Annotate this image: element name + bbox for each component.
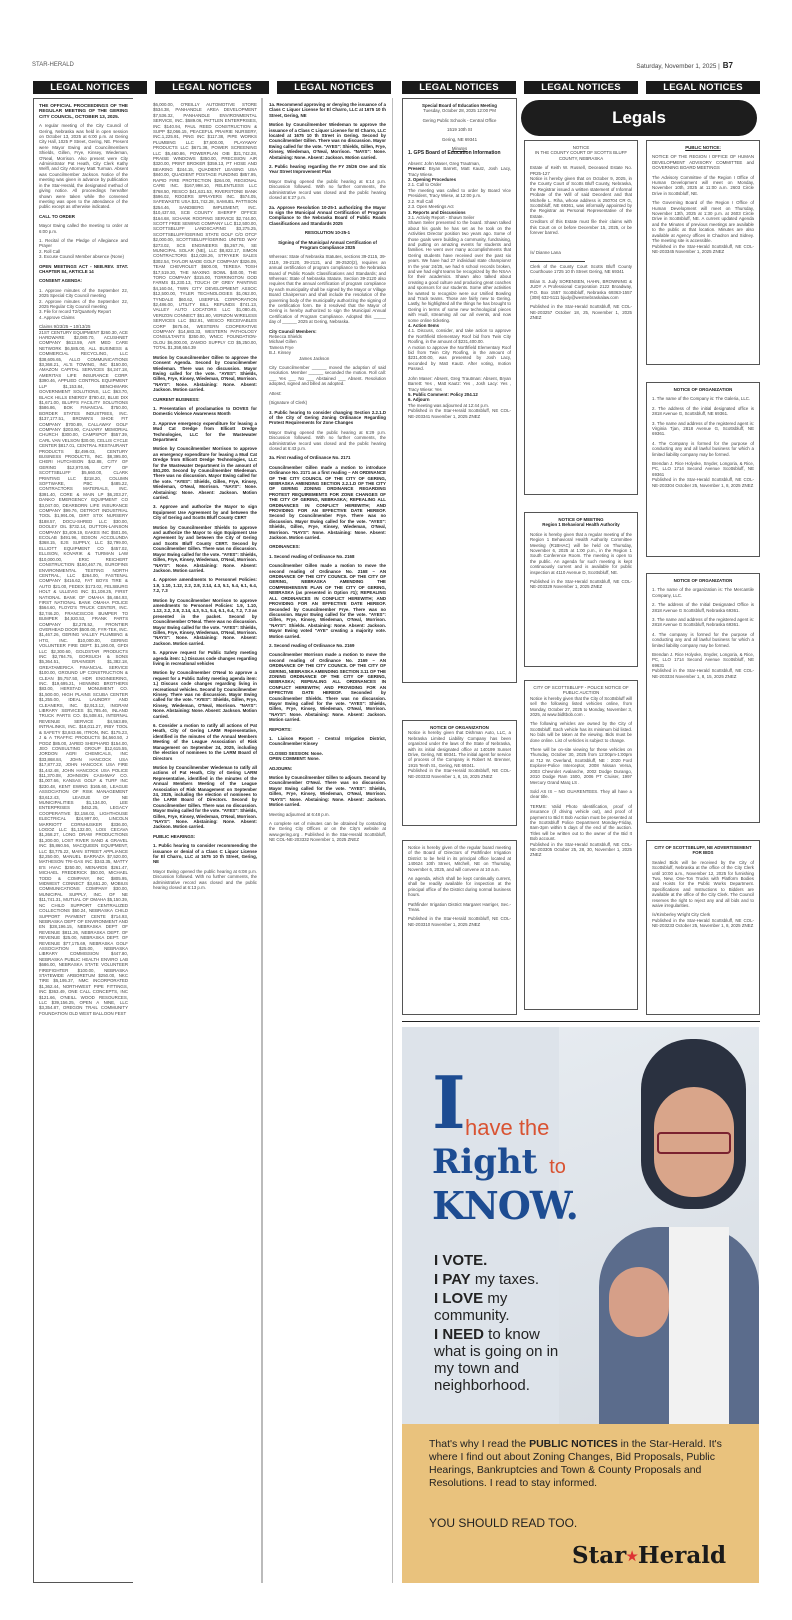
notice-text: Notice is hereby given of the regular board meeting of the Board of Directors of Pathfinder Irrigation District to be held in its principal office located at 140624 10th Street, Mitchell, NE on Thursday, November 6, 2025, and will convene at 10 a.m. xyxy=(408,845,511,872)
notice-title: NOTICE OF MEETING xyxy=(558,517,604,522)
call-item: 1. Recital of the Pledge of Allegiance and Prayer xyxy=(39,237,128,249)
star-herald-logo xyxy=(572,1542,726,1569)
section-heading: ORDINANCES: xyxy=(269,544,300,550)
item-title: 1a. Recommend approving or denying the issuance of a Class C Liquor License for El Charro, LLC at 1675 10 th Street, Gering, NE xyxy=(269,102,386,118)
sub-item: 2.1. Call to Order xyxy=(408,182,442,188)
section-heading: REPORTS: xyxy=(269,726,292,732)
pointing-hand-shape xyxy=(609,1267,669,1337)
motion-text: Motion by Councilmember Wiedeman to approve the issuance of a Class C Liquor License for El Charro, LLC located at 1675 10 th Street in Gering. Second by Councilmember Gillen. There was no discussion. Mayor Ewing called for the vote. "AYES": Shields, Gillen, Frye, Kinsey, Wiedeman, O'Neal, Morrison. "NAYS": None. Abstaining: None. Absent: Jackson. Motion carried. xyxy=(269,122,386,160)
board-address1: 1519 10th St xyxy=(447,127,472,133)
item-title: 2. Approve emergency expenditure for leasing a Mud Cat Dredge from Ellicott Dredge Technologies, LLC for the Wastewater Department xyxy=(153,420,257,442)
glasses-shape xyxy=(657,1132,731,1154)
present-list xyxy=(408,166,511,177)
section-divider xyxy=(402,1021,760,1022)
creditors-text: Creditors of this Estate must file their claims with this Court on or before December 15, 2025, or be forever barred. xyxy=(530,219,632,236)
section-5: 5. Public Comment: Policy 204.12 xyxy=(408,391,478,397)
claims-continued: $6,000.00, O'REILLY AUTOMOTIVE STORE $534.38, PANHANDLE AREA DEVELOPMENT $7,536.32, PANHANDLE ENVIRONMENTAL SERVICE, INC. $589.06, PATTLEN ENTERPRISES, INC $140.94, PAUL REED CONSTRUCTION & SUPP $2,066.15, PEACEFUL PRAIRIE NURSERY, INC.1,225.91, PING INC $117.38, PIPE WORKS PLUMBING LLC $7,600.00, PLAYAWAY PRODUCTS LLC $671.38, POWER SCREENING LLC $5,460.86, POWERPLAN OIB $21,742.28, PRAISE WINDOWS $350.00, PRECISION AIR $320.00, PRINT BROKER $359.13, PT HOSE AND BEARING $244.15, QUADIENT LEASING USA $840.00, QUADIENT POSTAGE FUNDING $857.95, RAPID FIRE PROTECTION $264.00, REGIONAL CARE INC. $167,998.10, RELENTLESS LLC $768.50, RESCO $41,631.53, RIVERSTONE BANK $596.02, ROGERS SPRAYERS INC. $574.05, SAFEWASTE USA $21,742.28, SAMUEL PATTISON $254.46, SANDBERG IMPLEMENT, INC. $10,437.93, SCB COUNTY SHERIFF OFFICE $164.68, SCHANK ROOFING SERVICE $2,744.00, SCOTT FREE SEWING COMPANY LLC $12,500.00, SCOTTSBLUFF LANDSCAPING $3,275.25, SCOTTSBLUFF/GERING STATE GOLF C/O OTCF $2,000.00, SCOTTSBLUFF/GERING UNITED WAY $273.02, SCS ENGINEERS $5,267.76, SE MUNICIPAL SOLAR (NE), LLC $8,822.17, SIMON CONTRACTORS $12,028.26, STRYKER SALES $302.54, TAYLOR MADE GOLF COMPANY $326.09, TEAM CHEVROLET $600.00, TERESA TOSH $17,519.20, THE MAXING BOWL $40.00, THE TORO COMPANY $315.00, TORRINGTON GOD FARMS $1,230.13, TOUCH OF GREY PAINTING $4,160.04, TWIN CITY DEVELOPMENT ASSOC $12,500.00, TYLER TECHNOLOGIES $1,062.00, TYNDALE $60.62, USERFUL CORPORATION $2,486.00, UTILITY BILL REFUNDS $741.13, VALLEY AUTO LOCATORS LLC $1,080.45, VERIZON CONNECT $51.80, VERIZON WIRELESS SERVICES LLC $52.91, WESCO RECEIVABLES CORP $675.04, WESTERN COOPERATIVE COMPANY $14,683.33, WESTERN PATHOLOGY CONSULTANTS $350.00, WNCC FOUNDATION-OLOU $6,000.00, ZAMOO SUPPLY CO $5,250.00, TOTAL $1,358,654.39 xyxy=(153,102,257,351)
notice-title: NOTICE OF ORGANIZATION xyxy=(673,578,733,583)
ad-statements xyxy=(434,1252,564,1396)
notice-footer: Published in the Star-Herald Scottsbluff, NE COL-NE-203257 October 18, 25, November 1, 2025 ZNEZ xyxy=(530,304,632,321)
attest-label: Attest: xyxy=(269,390,282,396)
sub-item-text: The meeting was called to order by Board Vice President, Tracy Wiese, at 12:00 p.m. xyxy=(408,187,511,199)
notice-footer: Published in the Star-Herald Scottsbluff, NE COL-NE-203333 November 1, 8, 15, 2025 ZNEZ xyxy=(408,768,511,779)
clerk-address: Clerk of the County Court Scotts Bluff County Courthouse 1725 10 th Street Gering, NE 69341 xyxy=(530,263,632,275)
resolution-title: RESOLUTION 10-25-1 xyxy=(304,230,351,236)
board-datetime: Tuesday, October 28, 2025 12:00 PM xyxy=(423,108,496,114)
signature-line xyxy=(530,261,585,262)
present-names: Bryan Barrett, Matt Kautz, Josh Lacy, Tracy Wiese. xyxy=(408,166,511,177)
masthead xyxy=(32,59,760,71)
call-item: 3. Excuse Council Member absence (None) xyxy=(39,254,124,260)
item-title: 2. Second reading of Ordinance No. 2169 xyxy=(269,642,355,648)
section-header-3: LEGAL NOTICES xyxy=(277,81,391,94)
notice-title: CITY OF SCOTTSBLUFF - POLICE NOTICE OF PUBLIC AUCTION xyxy=(533,685,629,696)
item-title: 5. Approve request for Public Safety meeting agenda item: 1.) Discuss code changes regarding living in recreational vehicles xyxy=(153,650,257,666)
notice-footer: Published in the Star-Herald Scottsbluff, NE COL-NE-203334 November 1, 8, 15, 2025 ZNEZ xyxy=(652,668,754,679)
ad-to-word: to xyxy=(549,1156,566,1178)
ad-know: KNOW. xyxy=(432,1183,578,1228)
notice-title: CITY OF SCOTTSBLUFF, NE ADVERTISEMENT FOR BIDS xyxy=(654,845,752,856)
shirt-shape xyxy=(669,1227,729,1427)
section-3: 3. Reports and Discussions xyxy=(408,209,466,215)
item-title: 3. Public hearing to consider changing Section 2.2.1.D of the City of Gering Zoning Ordinance Regarding Protest Requirements for Zone Changes xyxy=(269,409,386,426)
notice-subtitle: Region 1 Behavioral Health Authority xyxy=(542,522,620,528)
ad-tan-band xyxy=(402,1424,759,1583)
action-item: 4.1. Discuss, consider, and take action to approve the Northfield Elementary Roof bid from Twin City Roofing, in the amount of $231,400.00. xyxy=(408,328,511,345)
council-heading: City Council Members: xyxy=(269,328,317,334)
notice-footer: Published in the Star-Herald Scottsbluff, NE COL-NE-203310 November 1, 2025 ZNEZ xyxy=(408,916,511,927)
org-item: 3. The name and address of the registered agent is: Virginia Tjan, 2818 Avenue G, Scottsbluff, NE 69361. xyxy=(652,420,754,437)
motion-text: Councilmember Gillen made a motion to move the second reading of Ordinance No. 2168 – AN ORDINANCE OF THE CITY COUNCIL OF THE CITY OF GERING, NEBRASKA AMENDING THE COMPREHENSIVE PLAN OF THE CITY OF GERING, NEBRASKA (as presented in Option #1); REPEALING ALL ORDINANCES IN CONFLICT HEREWITH; AND PROVIDING FOR AN EFFECTIVE DATE HEREOF. Seconded by Councilmember Frye. There was no discussion. Mayor Ewing called for the vote. "AYES": Gillen, Frye, Kinsey, Wiedeman, O'Neal, Morrison. "NAYS": Shields. Abstaining: None. Absent: Jackson. Mayor Ewing voted "AYE" creating a majority vote. Motion carried. xyxy=(269,563,386,639)
ad-statement xyxy=(434,1326,564,1394)
notice-signature: /s/Kimberley Wright City Clerk xyxy=(652,912,711,918)
item-title: 1. Liaison Report - Central Irrigation District, Councilmember Kinsey xyxy=(269,736,386,747)
notice-text: Notice is hereby given that the City of Scottsbluff will sell the following listed vehicles online, from Monday, October 27, 2025 to Monday, November 3, 2025, at www.bidltbob.com . xyxy=(530,695,632,718)
consent-item: 1. Approve minutes of the September 22, 2025 Special City Council meeting xyxy=(39,287,128,299)
absent-list: Absent: John Maser, Greg Trautman, xyxy=(408,160,480,166)
closed-session: CLOSED SESSION: None. xyxy=(269,750,323,756)
motion-text: Motion by Councilmember Gillen to approve the Consent Agenda. Second by Councilmember Wiedeman. There was no discussion. Mayor Ewing called for the vote. "AYES": Shields, Gillen, Frye, Kinsey, Wiedeman, O'Neal, Morrison. "NAYS": None. Abstaining: None. Absent: Jackson. Motion carried. xyxy=(153,354,257,393)
ad-statement xyxy=(434,1290,564,1324)
notice-signature: Brendan J. Rice Holyoke, Snyder, Longoria, & Rice, PC, LLO 1714 Second Avenue Scottsbluff, NE 69631 xyxy=(652,652,754,668)
notice-title: PUBLIC NOTICE: xyxy=(685,145,721,150)
ad-have-the: have the xyxy=(465,1115,550,1140)
board-location: Gering Public Schools - Central Office xyxy=(422,117,497,123)
page-number: B7 xyxy=(722,61,733,70)
claims-heading: Claims 9/23/25 ~ 10/13/25 xyxy=(39,324,91,330)
proceedings-intro: A regular meeting of the City Council of Gering, Nebraska was held in open session on October 13, 2025 at 6:00 p.m. at Gering City Hall, 1025 P Street, Gering, NE. Present were Mayor Ewing and Councilmembers Shields, Gillen, Frye, Kinsey, Wiedeman, O'Neal, Morrison. Also present were City Administrator Pat Heath, City Clerk Kathy Welfl, and City Attorney Matt Turman. Absent was Councilmember Jackson. Notice of the meeting was given in advance by publication in the Star-Herald, the designated method of giving notice. All proceedings hereafter shown were taken while the convened meeting was open to the attendance of the public except as otherwise indicated. xyxy=(39,123,128,210)
consent-item: 4. Approve Claims xyxy=(39,314,75,320)
ad-right-word: Right xyxy=(432,1142,538,1182)
court-name: IN THE COUNTY COURT OF SCOTTS BLUFF COUNTY, NEBRASKA xyxy=(534,150,628,161)
motion-text: Motion by Councilmember Wiedeman to ratify all actions of Pat Heath, City of Gering LARM Representative, identified in the minutes of the Annual Members Meeting of the League Association of Risk Management on September 24, 2025, including the election of nominees to the LARM Board of Directors. Second by Councilmember Gillen. There was no discussion. Mayor Ewing called for the vote. "AYES": Shields, Gillen, Frye, Kinsey, Wiedeman, O'Neal, Morrison. "NAYS": None. Abstaining: None. Absent: Jackson. Motion carried. xyxy=(153,764,257,830)
sub-item: 2.3. Open Meetings Act xyxy=(408,204,454,210)
notice-text: The Governing Board of the Region I Office of Human Development will meet on Thursday, November 13th, 2025 at 1:30 p.m. at 2603 Circle Drive in Scottsbluff, NE. A current updated Agenda and the Minutes of previous meetings are available to the public at that location. Minutes are also available at Agency offices in Chadron and Sidney. The meeting site is accessible. xyxy=(652,200,754,244)
notice-text: The following vehicles are owned by the City of Scottsbluff. Each vehicle has its minimum bid listed. No bids will be taken at the viewing. Bids must be done online. List of vehicles is subject to change. xyxy=(530,721,632,743)
notice-text: Notice is hereby given that a regular meeting of the Region 1 Behavioral Health Authority Committee Meeting (R1BHAC) will be held on Thursday, November 6, 2025 at 1:00 p.m., in the Region 1 South Conference Room. The meeting is open to the public. An agenda for such meeting is kept continuously current and is available for public inspection at 4110 Avenue D, Scottsbluff, NE. xyxy=(530,531,632,575)
notice-title: NOTICE OF ORGANIZATION xyxy=(430,725,489,730)
item-title: 1. Second reading of Ordinance No. 2168 xyxy=(269,553,355,559)
ad-statement xyxy=(434,1252,564,1269)
motion-text: Motion by Councilmember O'Neal to approve a request for a Public Safety meeting agenda item: 1.) Discuss code changes regarding living in recreational vehicles. Second by Councilmember Kinsey. There was no discussion. Mayor Ewing called for the vote. "AYES": Shields, Gillen, Frye, Kinsey, Wiedeman, O'Neal, Morrison. "NAYS": None. Abstaining: None. Absent: Jackson. Motion carried. xyxy=(153,670,257,719)
ad-call-to-action: YOU SHOULD READ TOO. xyxy=(429,1516,578,1530)
notice-footer: Published in the Star-Herald Scottsbluff, NE COL-NE-203345 November 1, 2025 ZNEZ xyxy=(652,243,754,254)
pathfinder-irrigation-notice xyxy=(402,840,517,1015)
consent-item: 3. File for record T2/Quarterly Report xyxy=(39,309,111,315)
city-council-proceedings-col2 xyxy=(133,98,262,1583)
region-i-public-notice xyxy=(646,140,760,365)
notice-title: NOTICE xyxy=(572,145,590,150)
behavioral-health-meeting-notice xyxy=(524,512,638,667)
publication-name: STAR-HERALD xyxy=(32,62,74,68)
section-header-6: LEGAL NOTICES xyxy=(646,81,760,94)
estate-case: Estate of Keith W. Russell, Deceased Estate No. PR25-127 xyxy=(530,165,632,176)
statement-bold: I PAY xyxy=(434,1271,471,1288)
notice-footer: Published in the Star-Herald Scottsbluff, NE COL-NE-203304 October 25, November 1, 8, 2025 ZNEZ xyxy=(652,477,754,488)
notice-text: Sold AS IS – NO GUARENTEES. They all have a clear title. xyxy=(530,788,632,800)
statement-rest: my taxes. xyxy=(470,1271,540,1288)
proceedings-footer: A complete set of minutes can be obtained by contacting the Gering City Offices or on the City's website at www.gering.org . Published in the Star-Herald Scottsbluff, NE COL-NE-203332 November 1, 2025 ZNEZ xyxy=(269,820,386,843)
notice-text: An agenda, which shall be kept continually current, shall be readily available for inspection at the principal office of the District during normal business hours. xyxy=(408,876,511,898)
sub-item: 3.1. Activity Report - Shawn Seiler xyxy=(408,214,475,220)
notice-footer: Published in the Star-Herald Scottsbluff, NE COL-NE-203233 October 25, November 1, 8, 2025 ZNEZ xyxy=(652,917,754,929)
sub-item: 2.2. Roll Call xyxy=(408,198,433,204)
notice-text: TERMS: Valid Photo Identification, proof of insurance (if driving vehicle out), and proof of payment to Bid It Bob Auction must be presented at the Scottsbluff Police Department Monday-Friday, 8am-3pm within 5 days of the end of the auction. Titles will be written out to the owner of the Bid It Bob account. xyxy=(530,803,632,842)
vote-record: John Maser: Absent, Greg Trautman: Absent, Bryan Barrett: Yes , Matt Kautz: Yes , Josh Lacy: Yes , Tracy Wiese: Yes xyxy=(408,375,511,392)
section-1: 1. GPS Board of Education Information xyxy=(408,150,501,157)
estate-notice xyxy=(524,140,638,495)
open-comment: OPEN COMMENT: None. xyxy=(269,756,320,762)
right-to-know-advertisement xyxy=(402,1027,759,1583)
motion-text: Councilmember Gillen made a motion to introduce Ordinance No. 2171 as a first reading – AN ORDINANCE OF THE CITY COUNCIL OF THE CITY OF GERING, NEBRASKA AMENDING SECTION 2.2.1.D OF THE CITY OF GERING ZONING ORDINANCE REGARDING PROTEST REQUIREMENTS FOR ZONE CHANGES OF THE CITY OF GERING, NEBRASKA; REPEALING ALL ORDINANCES IN CONFLICT HEREWITH; AND PROVIDING FOR AN EFFECTIVE DATE HEREOF. Second by Councilmember Frye. There was no discussion. Mayor Ewing called for the vote. "AYES": Shields, Gillen, Frye, Kinsey, Wiedeman, O'Neal, Morrison. "NAYS": None. Abstaining: None. Absent: Jackson. Motion carried. xyxy=(269,464,386,541)
call-to-order-heading: CALL TO ORDER xyxy=(39,213,75,219)
legals-banner: Legals xyxy=(521,100,757,136)
ad-right xyxy=(432,1142,566,1187)
board-title: Special Board of Education Meeting xyxy=(422,103,497,108)
hearing-text: Mayor Ewing opened the public hearing at 6:08 p.m. Discussion followed. With no further comments, the administrative record was closed and the public hearing closed at 6:13 p.m. xyxy=(153,868,257,891)
copy-pre: That's why I read the xyxy=(429,1438,530,1450)
council-member: Rebecca Shields xyxy=(269,334,302,340)
proceedings-title: THE OFFICIAL PROCEEDINGS OF THE REGULAR MEETING OF THE GERING CITY COUNCIL, OCTOBER 13, 2025. xyxy=(39,103,128,119)
section-header-5: LEGAL NOTICES xyxy=(524,81,638,94)
bids-advertisement-notice xyxy=(646,840,760,1015)
date-text: Saturday, November 1, 2025 | xyxy=(636,63,720,70)
org-item: 2. The address of the initial designated office is 2818 Avenue G, Scottsbluff, NE 69361. xyxy=(652,405,754,417)
call-item: 2. Roll Call xyxy=(39,248,61,254)
notice-text: The Advisory Committee of the Region I Office of Human Development will meet on Monday, November 10th, 2025 at 11:00 a.m. 2603 Circle Drive in Scottsbluff, NE. xyxy=(652,174,754,196)
notice-signature: Pathfinder Irrigation District Margaret Harriger, Sec.-Treas. xyxy=(408,901,511,913)
notice-text: There will be on-site viewing for these vehicles on Thursday, October 30, 2025 from 12:00pm-1:00pm at 712 W. Overland, Scottsbluff, NE : 2020 Ford Explorer-Police Interceptor, 2008 Nissan Versa, 2003 Chevrolet Avalanche, 2002 Dodge Durango, 2010 Dodge Ram 1500, 2006 PT Cruiser, 1997 Mercury Grand Marq LS . xyxy=(530,747,632,785)
notice-footer: Published in the Star-Herald Scottsbluff, NE COL-NE-203329 November 1, 2025 ZNEZ xyxy=(530,579,632,590)
police-auction-notice xyxy=(524,680,638,1010)
statement-rest: to know what is going on in my town and neighborhood. xyxy=(434,1326,559,1394)
city-council-proceedings-col1 xyxy=(33,98,133,1583)
motion-text: Motion by Councilmember Morrison to approve an emergency expenditure for leasing a Mud Cat Dredge from Ellicott Dredge Technologies, LLC for the Wastewater Department in the amount of $51,200. Second by Councilmember Wiedeman. There was no discussion. Mayor Ewing called for the vote. "AYES": Shields, Gillen, Frye, Kinsey, Wiedeman, O'Neal, Morrison. "NAYS": None. Abstaining: None. Absent: Jackson. Motion carried. xyxy=(153,446,257,501)
item-title: 2a. Approve Resolution 10-25-1 authorizing the Mayor to sign the Municipal Annual Certification of Program Compliance to the Nebraska Board of Public Roads Classifications and Standards 2025 xyxy=(269,204,386,226)
item-title: 4. Approve amendments to Personnel Policies: 1.9, 1.10, 1.12, 2.2, 2.8, 2.14, 4.3, 5.1, 5.4, 6.1, 6.4, 7.2, 7.3 xyxy=(153,577,257,594)
hearing-text: Mayor Ewing opened the public hearing at 6:29 p.m. Discussion followed. With no further comments, the administrative record was closed and the public hearing closed at 6:43 p.m. xyxy=(269,429,386,451)
section-heading: PUBLIC HEARINGS: xyxy=(153,833,196,839)
motion-text: Motion by Councilmember Shields to approve and authorize the Mayor to sign Equipment Use Agreement by and between the City of Gering and Scotts Bluff County CERT. Second by Councilmember Gillen. There was no discussion. Mayor Ewing called for the vote. "AYES": Shields, Gillen, Frye, Kinsey, Wiedeman, O'Neal, Morrison. "NAYS": None. Abstaining: None. Absent: Jackson. Motion carried. xyxy=(153,524,257,573)
notice-subtitle: NOTICE OF THE REGION I OFFICE OF HUMAN DEVELOPMENT ADVISORY COMMITTEE and GOVERNING BOARD MEETINGS xyxy=(652,154,754,171)
city-council-proceedings-col3 xyxy=(262,98,393,1583)
mercantile-organization-notice xyxy=(646,573,760,823)
section-heading: CURRENT BUSINESS: xyxy=(153,396,200,402)
section-header-1: LEGAL NOTICES xyxy=(33,81,147,94)
item-title: 2. Public hearing regarding the FY 25/26 One and Six Year Street Improvement Plan xyxy=(269,164,386,175)
action-item-text: A motion to approve the Northfield Elementary Roof bid from Twin City Roofing, in the amount of $231,400.00, was presented by Josh Lacy, seconded by Matt Kautz. After voting, motion Passed. xyxy=(408,344,511,372)
item-title: 6. Consider a motion to ratify all actions of Pat Heath, City of Gering LARM Representative, identified in the minutes of the Annual Members Meeting of the League Association of Risk Management on September 24, 2025, including the election of nominees to the LARM Board of Directors xyxy=(153,723,257,761)
claims-list: 21ST CENTURY EQUIPMENT $260.30, ACE HARDWARE $2,080.70, ACUSHNET COMPANY $613.59, AIR MED CARE NETWORK $6,585.00, ALL BUSINESS & COMMERCIAL RECYCLING, LLC $38,605.65, ALLO COMMUNICATIONS $3,368.21, AL'S TOWING, INC $150.00, AMAZON CAPITAL SERVICES $4,247.18, AMERITAS LIFE INSURANCE CORP. $390.46, APPLIED CONTROL EQUIPMENT LLP $1,153.84, BENCHMARK GOVERNMENT SOLUTIONS, LLC $63.70, BLACK HILLS ENERGY $780.42, BLUE DIX $1,671.00, BLUFFS FACILITY SOLUTIONS $586.86, BOK FINANCIAL $750.00, BORDER STATES INDUSTRIES, INC. $137,177.51, BROWN'S SHOE FIT COMPANY $700.89, CALLAWAY GOLF COMPANY $203.90, CALVARY MEMORIAL CHURCH $300.00, CAMPSPOT $557.39, CARL VAN VELSON $30.00, CELLIS CYCLE CENTER $817.01, CENTRAL RESTAURANT PRODUCTS $2,499.03, CENTURY BUSINESS PRODUCTS, INC. $8,395.00, CHERI HUTCHISON $42.88, CITY OF GERING $12,970.95, CITY OF SCOTTSBLUFF $5,660.00, CLARK PRINTING LLC $218.20, COLUMN SOFTWARE, PBC $485.22, CONTRACTORS MATERIALS, INC. $391.40, CORE & MAIN LP $6,203.27, DANKO EMERGENCY EQUIPMENT CO $3,047.00, DEARBORN LIFE INSURANCE COMPANY $99.76, DETROIT INDUSTRIAL TOOL $1,991.06, DIRT STIX NURSERY $188.57, DOCU-SHRED LLC $30.00, DOOLEY OIL $732.14, DUTTON-LAINSON COMPANY $3,409.19, EAKES INC $501.06, ECOLAB $491.96, EDSON ACCOLUNDA $368.15, EJS SUPPLY, LLC $2,799.00, ELLIOTT EQUIPMENT CO $457.02, ELLISON, KOVARIK & TURMAN LAW $10,000.00, ERIC REICHERT CONSTRUCTION $160,467.76, EUROFINS ENVIRONMENTAL TESTING NORTH CENTRAL, LLC $264.00, FASTENAL COMPANY $416.62, FAT BOYS TIRE & AUTO $21.00, FEDEX $173.02, FELSBURG HOLT & ULLEVIG INC $1,108.25, FIRST NATIONAL BANK OF OMAHA $6,484.93, FIRST NATIONAL BANK OMAHA POLICE $564.60, FLOYD'S TRUCK CENTER, INC. $2,746.20, FRANCISCOS BUMPER TO BUMPER $4,920.53, FRANK PARTS COMPANY $2,278.52, FRONTIER OVERHEAD DOOR $500.00, FYR-TEK, INC. $1,467.26, GERING VALLEY PLUMBING & HTG, INC. $10,000.00, GERING VOLUNTEER FIRE DEPT. $1,190.00, GFDI LLC $2,300.60, GOLDSTAR PRODUCTS INC $2,784.75, GORSUCH & SONS $5,364.51, GRAINGER $1,382.18, GREATAMERICA FINANCIAL SERVICE $100.00, GROUND UP CONSTRUCTION & CLEAN $5,757.50, HDR ENGINEERING, INC. $19,695.21, HENNING BROTHERS $83.00, HERSTAD MONUMENT CO. $1,500.00, HIGH PLAINS SCUBA CENTER $1,255.00, IDEAL LAUNDRY AND CLEANERS, INC. $2,913.12, INGRAM LIBRARY SERVICES $1,785.46, INLAND TRUCK PARTS CO. $1,508.61, INTERNAL REVENUE SERVICE $4,563.89, INTRALINKS, INC. $18,011.27, IRBY TOOL & SAFETY $3,843.66, ITRON, INC. $175.23, J & A TRAFFIC PRODUCTS $4,560.50, J PODZ $85.00, JARED SHEPHARD $154.00, JEO CONSULTING GROUP $12,615.55, JORDON AGRI CHEMICALS, INC $33,868.84, JOHN HANCOCK USA $17,877.22, JOHN HANCOCK USA FIRE $1,442.48, JOHN HANCOCK USA POLICE $11,370.08, JOHNSON CASHWAY CO. $1,007.66, KANSAS GOLF & TURF INC $230.48, KENT EWING $165.60, LEAGUE ASSOCIATION OF RISK MANAGEMENT $3,612.43, LEAGUE OF NE MUNICIPALITIES $1,134.00, LEE ENTERPRISES $452.25, LEGACY COOPERATIVE $2,158.02, LIGHTHOUSE ELECTRICAL $24,997.00, LINCOLN MARRIOTT CORNHUSKER $336.00, LOGOZ LLC $1,132.00, LOIS CECAVA $1,268.27, LONG DRAW PRODUCTIONS $1,200.00, LOST RIVER SAND & GRAVEL INC $5,860.56, MACQUEEN EQUIPMENT, LLC $3,775.22, MAIN STREET APPLIANCE $2,250.00, MANUEL BARRAZA $7,520.00, MATHESON TRI-GAS INC $343.35, MATTY B'S HVAC $250.00, MENARDS $261.47, MICHAEL FREDERICK $50.00, MICHAEL TODD & COMPANY, INC $805.95, MIDWEST CONNECT $3,651.20, MOBIUS COMMUNICATIONS COMPANY $30.00, MUNICIPAL SUPPLY, INC. OF NE $11,741.31, MUTUAL OF OMAHA $5,150.39, NC CHILD SUPPORT CENTRALIZED COLLECTIONS $50.24, NEBRASKA CHILD SUPPORT PAYMENT CENTE $714.93, NEBRASKA DEPT OF ENVIRONMENT AND EN $28,196.15, NEBRASKA DEPT OF REVENUE $811.26, NEBRASKA DEPT. OF REVENUE $25.00, NEBRASKA DEPT. OF REVENUE $77,175.69, NEBRASKA GOLF ASSOCIATION $25.00, NEBRASKA LIBRARY COMMISSION $447.80, NEBRASKA PUBLIC HEALTH ENVIRO LAB $686.00, NEBRASKA STATE VOLUNTEER FIREFIGHTER $100.00, NEBRASKA STATEWIDE ARBORETUM $250.00, NKC TIRE $5,195.37, NMC INCORPORATED $1,362.44, NORTHWEST PIPE FITTINGS, INC $363.49, ONE CALL CONCEPTS, INC $121.66, O'NEILL WOOD RESOURCES, LLC $39,156.25, OPEN A NINE, LLC $3,354.87, OREGON TRAIL COMMUNITY FOUNDATION OLD WEST BALLOON FEST xyxy=(39,329,128,1016)
ad-big-i: I xyxy=(432,1060,466,1145)
notice-text: Notice is hereby given that on October 9, 2025, in the County Court of Scotts Bluff County, Nebraska, the Registrar issued a written statement of Informal Probate of the Will of said Decedent and that Michelle L. Riha, whose address is 250704 CR G, Scottsbluff, NE 69361, was informally appointed by the Registrar as Personal Representative of the Estate. xyxy=(530,176,632,219)
council-vote-text: City Councilmember ______ moved the adoption of said resolution. Member ______ seconded the motion. Roll call: ___ Yes ___ No ___ Abstained ___ Absent. Resolution adopted, signed and billed as adopted. xyxy=(269,365,386,387)
notice-signature: Brendan J. Rice Holyoke, Snyder, Longoria, & Rice, PC, LLO 1714 Second Avenue Scottsbluff, NE 69361 xyxy=(652,461,754,477)
board-of-education-notice xyxy=(402,98,517,683)
org-item: 4. The company is formed for the purpose of conducting any and all lawful business for which a limited liability company may be formed. xyxy=(652,631,754,648)
org-item: 1. The name of the Company is: The Galeria, LLC. xyxy=(652,396,751,402)
adjourn-motion: Motion by Councilmember Gillen to adjourn. Second by Councilmember O'Neal. There was no discussion. Mayor Ewing called for the vote. "AYES": Shields, Gillen, Frye, Kinsey, Wiedeman, O'Neal, Morrison. "NAYS": None. Abstaining: None. Absent: Jackson. Motion carried. xyxy=(269,775,386,808)
org-item: 3. The name and address of the registered agent is: 2818 Avenue G Scottsbluff, Nebraska 69361. xyxy=(652,617,754,628)
section-header-4: LEGAL NOTICES xyxy=(402,81,516,94)
notice-footer: Published in the Star-Herald Scottsbluff, NE COL-NE-203341 November 1, 2025 ZNEZ xyxy=(408,408,511,419)
ad-statement xyxy=(434,1271,564,1288)
star-icon: ★ xyxy=(626,1549,638,1565)
statement-bold: I VOTE. xyxy=(434,1252,488,1269)
call-to-order-text: Mayor Ewing called the meeting to order at 6:00 p.m. xyxy=(39,223,128,234)
council-member: B.J. Kinsey xyxy=(269,350,291,356)
council-member: Michael Gillen xyxy=(269,339,297,345)
org-item: 4. The Company is formed for the purpose of conducting any and all lawful business for which a limited liability company may be formed. xyxy=(652,440,754,457)
notice-title: NOTICE OF ORGANIZATION xyxy=(673,387,733,392)
activity-report-text: Shawn Seiler presented to the board. Shawn talked about his goals he has set as he took on the Activities Director position two years ago. Some of those goals were building a community, fundraising, and putting on amazing events for students and families. He went over many accomplishments that Gering students have received over the past six years. We have had 27 individual state champions! In the year 24/25, we had 6 school records broken, and we had eight teams be recognized by the NSAA for their academics. Shawn also talked about creating a good culture and producing great coaches and sponsors for our students. Some other activities he wanted to recognize were our Unified Bowling and Track teams. Those are fairly new to Gering. Lastly, he highlighted all the things he has brought to Gering in terms of some new technological pieces with Hudl, streaming all our all events, and now some online ticketing. xyxy=(408,220,511,323)
item-title: 1. Presentation of proclamation to DOVES for Domestic Violence Awareness Month xyxy=(153,405,257,417)
adjourn-heading: ADJOURN: xyxy=(269,765,293,771)
open-meetings-heading: OPEN MEETINGS ACT - NEB.REV. STAT. CHAPTER 84, ARTICLE 14 xyxy=(39,263,128,274)
logo-star-text: Star xyxy=(572,1542,627,1569)
council-member: Tamera Frye xyxy=(269,344,294,350)
woman-photo xyxy=(559,1027,759,1424)
section-2: 2. Opening Procedures xyxy=(408,177,457,183)
org-item: 1. The name of the organization is: The Mercantile Company, LLC. xyxy=(652,587,754,598)
issue-date xyxy=(636,61,733,70)
org-item: 2. The address of the Initial Designated Office is 2818 Avenue G Scottsbluff, Nebraska 69361. xyxy=(652,602,754,613)
adjourned-time: Meeting adjourned at 6:48 p.m. xyxy=(269,811,330,817)
item-title: 3. Approve and authorize the Mayor to sign Equipment Use Agreement by and between the City of Gering and Scotts Bluff County CERT xyxy=(153,504,257,521)
galeria-organization-notice xyxy=(646,382,760,557)
statement-bold: I LOVE xyxy=(434,1290,484,1307)
section-6: 6. Adjourn xyxy=(408,397,430,403)
item-title: 3a. First reading of Ordinance No. 2171 xyxy=(269,455,351,461)
notice-text: Sealed Bids will be received by the City of Scottsbluff, Nebraska at the office of the City Clerk until 10:00 a.m., November 12, 2025 for furnishing Two, New, One-Ton Trucks with Platform Bodies and Hoists for the Public Works Department. Specifications and Instructions to Bidders are available at the office of the City Clerk. The Council reserves the right to reject any and all bids and to waive irregularities. xyxy=(652,859,754,909)
council-member: James Jackson xyxy=(299,355,330,361)
statement-rest: my community. xyxy=(434,1290,510,1324)
consent-heading: CONSENT AGENDA: xyxy=(39,278,83,284)
item-title: 1. Public hearing to consider recommending the issuance or denial of a Class C Liquor License for El Charro, LLC at 1675 10 th Street, Gering, NE xyxy=(153,843,257,865)
copy-bold: PUBLIC NOTICES xyxy=(529,1438,618,1450)
clerk-signature: (Signature of Clerk) xyxy=(269,400,308,406)
resolution-subtitle: Signing of the Municipal Annual Certification of Program Compliance 2025 xyxy=(278,239,377,250)
notice-text: Notice is hereby given that Dishman Auto, LLC, a Nebraska Limited Liability Company has been organized under the laws of the State of Nebraska, with its initial designated office at 140199 Sunset Drive, Gering, NE 69341. The initial agent for service of process of the Company is Robert M. Brenner, 1915 Tenth St., Gering, NE 69341. xyxy=(408,730,511,768)
section-header-2: LEGAL NOTICES xyxy=(155,81,269,94)
minutes-heading: Minutes xyxy=(451,146,468,152)
motion-text: Motion by Councilmember Morrison to approve amendments to Personnel Policies: 1.9, 1.10, 1.12, 2.2, 2.8, 2.14, 4.3, 5.1, 5.4, 6.1, 6.4, 7.2, 7.3 as presented in the packet. Second by Councilmember O'Neal. There was no discussion. Mayor Ewing called for the vote. "AYES": Shields, Gillen, Frye, Kinsey, Wiedeman, O'Neal, Morrison. "NAYS": None. Abstaining: None. Absent: Jackson. Motion carried. xyxy=(153,597,258,646)
dishman-auto-organization-notice xyxy=(402,720,517,826)
ad-copy xyxy=(429,1438,739,1490)
section-4: 4. Action Items xyxy=(408,323,440,329)
statement-bold: I NEED xyxy=(434,1326,485,1343)
adjourn-text: The meeting was adjourned at 12:44 p.m. xyxy=(408,402,490,408)
hearing-text: Mayor Ewing opened the public hearing at 6:14 p.m. Discussion followed. With no further comments, the administrative record was closed and the public hearing closed at 6:27 p.m. xyxy=(269,178,386,201)
notice-footer: Published in the Star-Herald Scottsbluff, NE COL-NE-203305 October 25, 28, 30, November 1, 2025 ZNEZ xyxy=(530,841,632,858)
signature: /s/ Dianne Lana xyxy=(530,249,561,255)
attorney-info: Brian S. Judy SORENSEN, HAHN, BROWNING & JUDY A Professional Corporation 2122 Broadway, P.O. Box 1557 Scottsbluff, Nebraska 69363-1557 (308) 632-5111 bjudy@westnebraskalaw.com xyxy=(530,278,632,300)
present-label: Present: xyxy=(408,166,426,172)
resolution-body: Whereas: State of Nebraska Statutes, sections 39-2115, 39-2119, 39-2120, 39-2121, and 39-2520(2), requires an annual certification of program compliance to the Nebraska Board of Public Roads Classifications and Standards; and Whereas: State of Nebraska Statute, Section 39-2120 also requires that the annual certification of program compliance by each municipality shall be signed by the Mayor or Village Board Chairperson and shall include the resolution of the governing body of the municipality authorizing the signing of the certification form. Be it resolved that the Mayor of Gering is hereby authorized to sign the Municipal Annual Certification of Program Compliance. Adopted this _____ day of ______ 2025 at Gering, Nebraska. xyxy=(269,254,386,325)
motion-text: Councilmember Morrison made a motion to move the second reading of Ordinance No. 2169 – AN ORDINANCE OF THE CITY COUNCIL OF THE CITY OF GERING, NEBRASKA AMENDING SECTION 3.11 OF THE ZONING ORDINANCE OF THE CITY OF GERING, NEBRASKA; REPEALING ALL ORDINANCES IN CONFLICT HEREWITH; AND PROVIDING FOR AN EFFECTIVE DATE HEREOF. Seconded by Councilmember Shields. There was no discussion. Mayor Ewing called for the vote. "AYES": Shields, Gillen, Frye, Kinsey, Wiedeman, O'Neal, Morrison. "NAYS": None. Abstaining: None. Absent: Jackson. Motion carried. xyxy=(269,652,387,723)
logo-herald-text: Herald xyxy=(637,1542,727,1569)
consent-item: 2. Approve minutes of the September 22, 2025 Regular City Council meeting xyxy=(39,298,128,309)
copy-post: in the Star-Herald. It's where I find out about Zoning Changes, Bid Proposals, Public Hearings, Bankruptcies and Town & County Proposals and Resolutions. I read to stay informed. xyxy=(429,1438,722,1489)
board-address2: Gering, NE 69341 xyxy=(441,136,478,142)
